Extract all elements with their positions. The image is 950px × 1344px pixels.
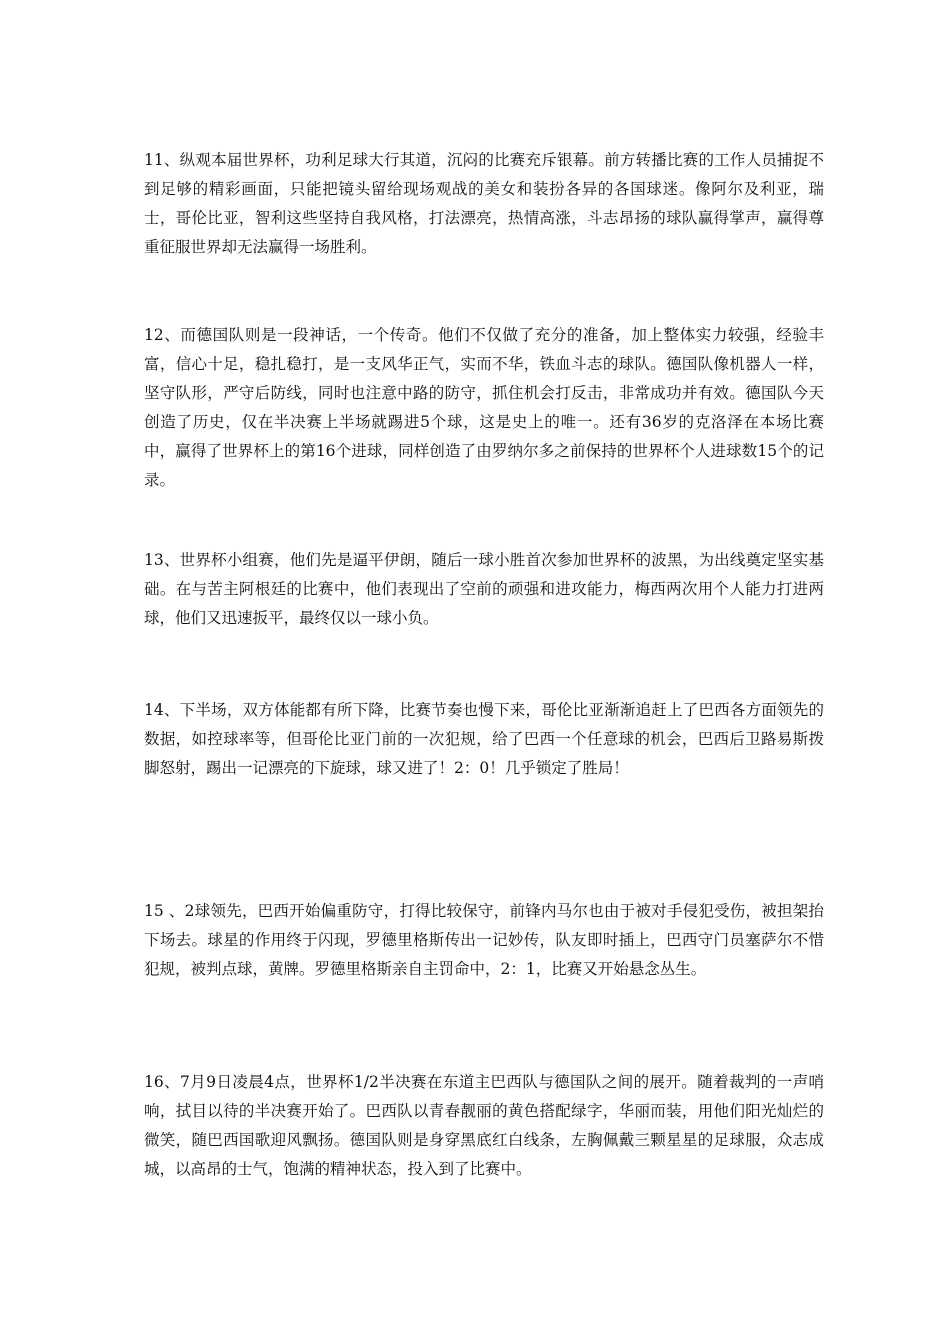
paragraph-13: 13、世界杯小组赛，他们先是逼平伊朗，随后一球小胜首次参加世界杯的波黑，为出线奠定坚实基础。在与苦主阿根廷的比赛中，他们表现出了空前的顽强和进攻能力，梅西两次用个人能力打进两球，他们又迅速扳平，最终仅以一球小负。 bbox=[144, 551, 824, 627]
paragraph-14: 14、下半场，双方体能都有所下降，比赛节奏也慢下来，哥伦比亚渐渐追赶上了巴西各方面领先的数据，如控球率等，但哥伦比亚门前的一次犯规，给了巴西一个任意球的机会，巴西后卫路易斯拨脚怒射，踢出一记漂亮的下旋球，球又进了！2：0！几乎锁定了胜局！ bbox=[144, 701, 824, 777]
paragraph-12: 12、而德国队则是一段神话，一个传奇。他们不仅做了充分的准备，加上整体实力较强，经验丰富，信心十足，稳扎稳打，是一支风华正气，实而不华，铁血斗志的球队。德国队像机器人一样，坚守队形，严守后防线，同时也注意中路的防守，抓住机会打反击，非常成功并有效。德国队今天创造了历史，仅在半决赛上半场就踢进5个球，这是史上的唯一。还有36岁的克洛泽在本场比赛中，赢得了世界杯上的第16个进球，同样创造了由罗纳尔多之前保持的世界杯个人进球数15个的记录。 bbox=[144, 326, 824, 489]
paragraph-16: 16、7月9日凌晨4点，世界杯1/2半决赛在东道主巴西队与德国队之间的展开。随着裁判的一声哨响，拭目以待的半决赛开始了。巴西队以青春靓丽的黄色搭配绿字，华丽而装，用他们阳光灿烂的微笑，随巴西国歌迎风飘扬。德国队则是身穿黑底红白线条，左胸佩戴三颗星星的足球服，众志成城，以高昂的士气，饱满的精神状态，投入到了比赛中。 bbox=[144, 1073, 824, 1178]
paragraph-11: 11、纵观本届世界杯，功利足球大行其道，沉闷的比赛充斥银幕。前方转播比赛的工作人员捕捉不到足够的精彩画面，只能把镜头留给现场观战的美女和装扮各异的各国球迷。像阿尔及利亚，瑞士，哥伦比亚，智利这些坚持自我风格，打法漂亮，热情高涨，斗志昂扬的球队赢得掌声，赢得尊重征服世界却无法赢得一场胜利。 bbox=[144, 151, 824, 256]
paragraph-15: 15 、2球领先，巴西开始偏重防守，打得比较保守，前锋内马尔也由于被对手侵犯受伤，被担架抬下场去。球星的作用终于闪现，罗德里格斯传出一记妙传，队友即时插上，巴西守门员塞萨尔不惜犯规，被判点球，黄牌。罗德里格斯亲自主罚命中，2：1，比赛又开始悬念丛生。 bbox=[144, 902, 824, 978]
